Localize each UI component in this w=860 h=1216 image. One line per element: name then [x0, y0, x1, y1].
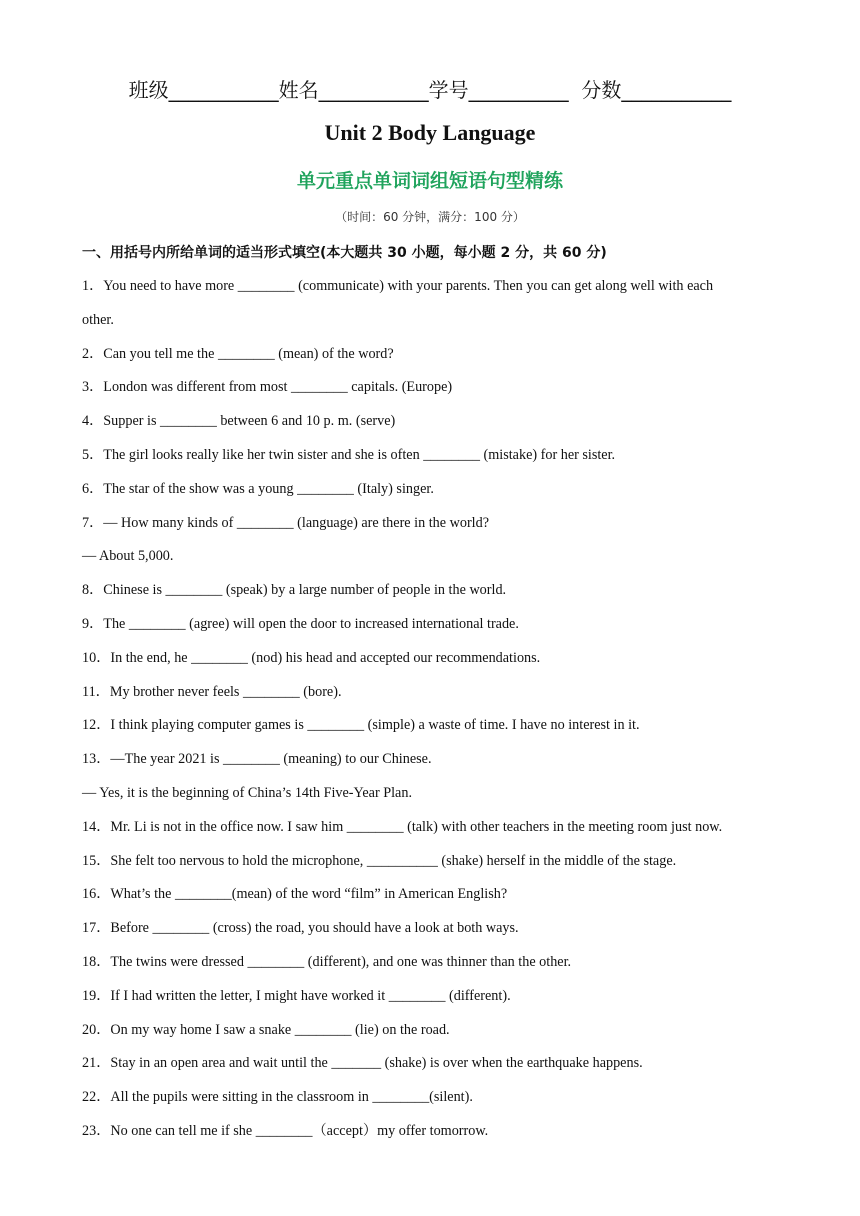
question-line: 21．Stay in an open area and wait until the _______ (shake) is over when the earthquake happens. — [82, 1055, 643, 1072]
question-line: 4．Supper is ________ between 6 and 10 p. m. (serve) — [82, 413, 396, 430]
question-line: 7．— How many kinds of ________ (language) are there in the world? — [82, 514, 489, 531]
section-heading: 一、用括号内所给单词的适当形式填空(本大题共 30 小题，每小题 2 分，共 60 分) — [82, 245, 607, 261]
question-line: 13．—The year 2021 is ________ (meaning) to our Chinese. — [82, 751, 432, 768]
student-info-line: 班级___________姓名___________学号__________ 分数___________ — [128, 78, 732, 102]
question-line: — About 5,000. — [82, 548, 174, 565]
page-title: Unit 2 Body Language — [324, 120, 536, 145]
question-line: 22．All the pupils were sitting in the classroom in ________(silent). — [82, 1089, 473, 1106]
question-line: 20．On my way home I saw a snake ________ (lie) on the road. — [82, 1021, 450, 1038]
question-line: 6．The star of the show was a young ________ (Italy) singer. — [82, 480, 434, 497]
question-line: 15．She felt too nervous to hold the microphone, __________ (shake) herself in the middle of the stage. — [82, 852, 677, 869]
question-line: 23．No one can tell me if she ________（accept）my offer tomorrow. — [82, 1122, 489, 1139]
question-line: 1．You need to have more ________ (communicate) with your parents. Then you can get along well with each — [82, 278, 714, 294]
time-score-note: （时间：60 分钟，满分：100 分） — [335, 210, 525, 224]
question-line: 3．London was different from most ________ capitals. (Europe) — [82, 379, 453, 396]
question-line: 2．Can you tell me the ________ (mean) of the word? — [82, 345, 394, 362]
question-line: 11．My brother never feels ________ (bore). — [82, 683, 342, 700]
page-subtitle: 单元重点单词词组短语句型精练 — [296, 170, 563, 192]
question-line: 5．The girl looks really like her twin sister and she is often ________ (mistake) for her sister. — [82, 446, 616, 463]
question-list — [82, 270, 782, 1149]
question-line: 14．Mr. Li is not in the office now. I saw him ________ (talk) with other teachers in the meeting room just now. — [82, 818, 723, 835]
question-line: 16．What’s the ________(mean) of the word “film” in American English? — [82, 886, 508, 903]
question-line: 9．The ________ (agree) will open the door to increased international trade. — [82, 615, 519, 632]
question-line: 8．Chinese is ________ (speak) by a large number of people in the world. — [82, 582, 507, 599]
question-line: 18．The twins were dressed ________ (different), and one was thinner than the other. — [82, 953, 572, 970]
question-line: 19．If I had written the letter, I might have worked it ________ (different). — [82, 987, 511, 1004]
question-line: 12．I think playing computer games is ________ (simple) a waste of time. I have no interest in it. — [82, 717, 640, 734]
question-line: — Yes, it is the beginning of China’s 14th Five-Year Plan. — [82, 784, 412, 801]
question-line: other. — [82, 311, 114, 328]
question-line: 17．Before ________ (cross) the road, you should have a look at both ways. — [82, 920, 519, 937]
question-line: 10．In the end, he ________ (nod) his head and accepted our recommendations. — [82, 649, 541, 666]
